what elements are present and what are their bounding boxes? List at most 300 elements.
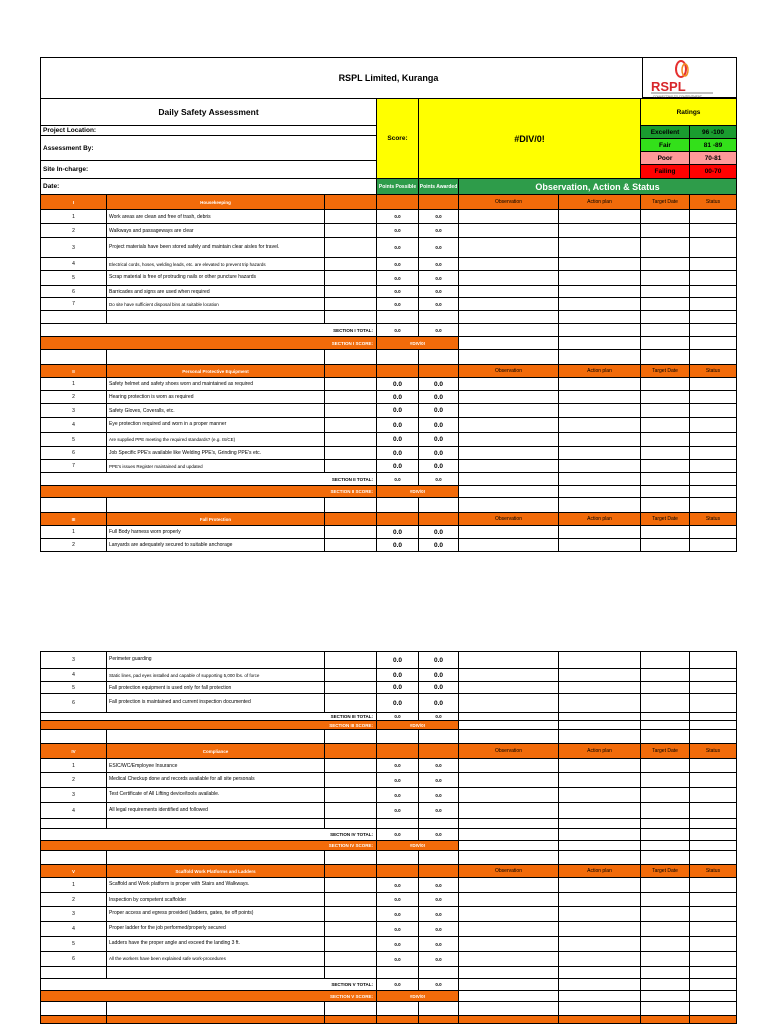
observation-cell[interactable] <box>458 651 559 669</box>
points-awarded: 0.0 <box>418 877 459 893</box>
svg-text:RSPL: RSPL <box>651 79 686 94</box>
points-awarded: 0.0 <box>418 459 459 473</box>
head-cell <box>324 743 377 759</box>
target-date-cell[interactable] <box>640 257 690 271</box>
observation-cell[interactable] <box>458 802 559 819</box>
observation-cell[interactable] <box>458 758 559 773</box>
empty-cell <box>558 349 641 365</box>
empty-cell <box>558 310 641 324</box>
status-cell[interactable] <box>689 772 737 788</box>
target-date-cell[interactable] <box>640 525 690 539</box>
action-plan-cell[interactable] <box>558 297 641 311</box>
action-plan-cell[interactable] <box>558 693 641 713</box>
observation-cell[interactable] <box>458 446 559 460</box>
empty-cell <box>458 729 559 744</box>
points-possible: 0.0 <box>376 681 419 694</box>
target-date-cell[interactable] <box>640 377 690 391</box>
next-section-head <box>458 1015 559 1024</box>
item-description: ESIC/WC/Employee Insurance <box>106 758 325 773</box>
points-awarded: 0.0 <box>418 651 459 669</box>
status-cell[interactable] <box>689 417 737 433</box>
empty-cell <box>458 310 559 324</box>
target-date-cell[interactable] <box>640 936 690 952</box>
points-awarded: 0.0 <box>418 417 459 433</box>
observation-cell[interactable] <box>458 417 559 433</box>
status-head: Status <box>689 864 737 878</box>
empty-cell <box>689 349 737 365</box>
target-date-cell[interactable] <box>640 432 690 447</box>
points-possible: 0.0 <box>376 459 419 473</box>
action-plan-cell[interactable] <box>558 390 641 404</box>
target-date-cell[interactable] <box>640 446 690 460</box>
empty-cell <box>40 729 107 744</box>
head-cell <box>376 512 419 526</box>
observation-cell[interactable] <box>458 772 559 788</box>
item-blank <box>324 758 377 773</box>
rating-label: Fair <box>640 138 690 152</box>
rating-label: Poor <box>640 151 690 165</box>
empty-cell <box>640 1001 690 1016</box>
status-cell[interactable] <box>689 432 737 447</box>
action-plan-cell[interactable] <box>558 446 641 460</box>
item-blank <box>324 270 377 286</box>
observation-head: Observation <box>458 512 559 526</box>
section-total-label: SECTION I TOTAL: <box>40 323 377 337</box>
target-date-cell[interactable] <box>640 223 690 238</box>
status-cell[interactable] <box>689 257 737 271</box>
next-section-head <box>418 1015 459 1024</box>
item-description: All legal requirements identified and followed <box>106 802 325 819</box>
next-section-head <box>640 1015 690 1024</box>
observation-cell[interactable] <box>458 223 559 238</box>
item-blank <box>324 802 377 819</box>
item-blank <box>324 936 377 952</box>
status-cell[interactable] <box>689 390 737 404</box>
item-number: 1 <box>40 877 107 893</box>
empty-cell <box>106 349 325 365</box>
observation-cell[interactable] <box>458 377 559 391</box>
target-date-cell[interactable] <box>640 538 690 552</box>
status-cell[interactable] <box>689 877 737 893</box>
target-date-cell[interactable] <box>640 403 690 418</box>
points-awarded: 0.0 <box>418 951 459 967</box>
item-number: 2 <box>40 892 107 907</box>
points-possible: 0.0 <box>376 390 419 404</box>
status-cell[interactable] <box>689 525 737 539</box>
action-plan-cell[interactable] <box>558 538 641 552</box>
item-description: Proper access and egress provided (ladders, gates, tie off points) <box>106 906 325 922</box>
section-number: II <box>40 364 107 378</box>
points-possible: 0.0 <box>376 651 419 669</box>
section-title: Fall Protection <box>106 512 325 526</box>
target-date-cell[interactable] <box>640 906 690 922</box>
empty-cell <box>376 729 419 744</box>
target-date-cell[interactable] <box>640 951 690 967</box>
empty-cell <box>689 850 737 865</box>
target-date-cell[interactable] <box>640 651 690 669</box>
points-awarded: 0.0 <box>418 285 459 298</box>
item-number: 5 <box>40 681 107 694</box>
action-plan-head: Action plan <box>558 364 641 378</box>
action-plan-cell[interactable] <box>558 906 641 922</box>
status-cell[interactable] <box>689 446 737 460</box>
rating-range: 70-81 <box>689 151 737 165</box>
status-cell[interactable] <box>689 538 737 552</box>
action-plan-cell[interactable] <box>558 877 641 893</box>
action-plan-cell[interactable] <box>558 270 641 286</box>
target-date-cell[interactable] <box>640 772 690 788</box>
points-awarded: 0.0 <box>418 906 459 922</box>
observation-cell[interactable] <box>458 459 559 473</box>
observation-cell[interactable] <box>458 432 559 447</box>
observation-cell[interactable] <box>458 951 559 967</box>
target-date-cell[interactable] <box>640 459 690 473</box>
score-value: #DIV/0! <box>418 98 641 179</box>
head-cell <box>376 364 419 378</box>
status-cell[interactable] <box>689 209 737 224</box>
empty-cell <box>558 323 641 337</box>
observation-cell[interactable] <box>458 257 559 271</box>
score-label: Score: <box>376 98 419 179</box>
status-head: Status <box>689 194 737 210</box>
status-cell[interactable] <box>689 297 737 311</box>
empty-cell <box>324 729 377 744</box>
item-description: Work areas are clean and free of trash, debris <box>106 209 325 224</box>
target-date-cell[interactable] <box>640 417 690 433</box>
points-possible-head: Points Possible <box>376 178 419 195</box>
points-possible: 0.0 <box>376 772 419 788</box>
field-label: Project Location: <box>40 125 377 136</box>
status-cell[interactable] <box>689 237 737 258</box>
observation-cell[interactable] <box>458 906 559 922</box>
item-number: 4 <box>40 668 107 682</box>
target-date-head: Target Date <box>640 512 690 526</box>
status-cell[interactable] <box>689 951 737 967</box>
empty-cell <box>640 729 690 744</box>
action-plan-cell[interactable] <box>558 951 641 967</box>
rating-range: 00-70 <box>689 164 737 179</box>
item-number: 7 <box>40 459 107 473</box>
points-awarded: 0.0 <box>418 693 459 713</box>
item-blank <box>324 921 377 937</box>
empty-cell <box>558 472 641 486</box>
observation-cell[interactable] <box>458 403 559 418</box>
section-number: I <box>40 194 107 210</box>
next-section-head <box>558 1015 641 1024</box>
action-plan-cell[interactable] <box>558 237 641 258</box>
item-description: Fall protection is maintained and current inspection documented <box>106 693 325 713</box>
empty-cell <box>558 497 641 513</box>
item-description: Static lines, pad eyes installed and capable of supporting 5,000 lbs. of force <box>106 668 325 682</box>
empty-cell <box>418 850 459 865</box>
status-cell[interactable] <box>689 936 737 952</box>
status-cell[interactable] <box>689 921 737 937</box>
rating-label: Failing <box>640 164 690 179</box>
target-date-cell[interactable] <box>640 237 690 258</box>
points-possible: 0.0 <box>376 237 419 258</box>
points-possible: 0.0 <box>376 432 419 447</box>
points-awarded: 0.0 <box>418 377 459 391</box>
observation-cell[interactable] <box>458 538 559 552</box>
empty-cell <box>324 349 377 365</box>
action-plan-cell[interactable] <box>558 257 641 271</box>
points-possible: 0.0 <box>376 892 419 907</box>
item-description: Electrical cords, hoses, welding leads, etc. are elevated to prevent trip hazards <box>106 257 325 271</box>
empty-cell <box>458 349 559 365</box>
empty-cell <box>376 349 419 365</box>
section-total-awarded: 0.0 <box>418 472 459 486</box>
points-awarded: 0.0 <box>418 390 459 404</box>
observation-cell[interactable] <box>458 390 559 404</box>
observation-cell[interactable] <box>458 209 559 224</box>
empty-cell <box>689 336 737 350</box>
observation-cell[interactable] <box>458 892 559 907</box>
empty-cell <box>106 729 325 744</box>
empty-cell <box>106 850 325 865</box>
item-blank <box>324 390 377 404</box>
action-plan-cell[interactable] <box>558 417 641 433</box>
head-cell <box>418 864 459 878</box>
empty-cell <box>40 497 107 513</box>
observation-head: Observation <box>458 364 559 378</box>
item-description: Project materials have been stored safely and maintain clear aisles for travel. <box>106 237 325 258</box>
item-blank <box>324 446 377 460</box>
action-plan-cell[interactable] <box>558 223 641 238</box>
empty-cell <box>689 729 737 744</box>
points-possible: 0.0 <box>376 417 419 433</box>
head-cell <box>376 194 419 210</box>
status-cell[interactable] <box>689 459 737 473</box>
status-cell[interactable] <box>689 270 737 286</box>
action-plan-cell[interactable] <box>558 936 641 952</box>
status-head: Status <box>689 743 737 759</box>
company-title: RSPL Limited, Kuranga <box>40 57 737 99</box>
field-label: Assessment By: <box>40 135 377 161</box>
empty-cell <box>640 472 690 486</box>
target-date-cell[interactable] <box>640 693 690 713</box>
empty-cell <box>640 850 690 865</box>
status-head: Status <box>689 512 737 526</box>
action-plan-cell[interactable] <box>558 459 641 473</box>
section-score-value: #DIV/0! <box>376 720 459 730</box>
empty-cell <box>418 310 459 324</box>
points-awarded: 0.0 <box>418 525 459 539</box>
points-awarded: 0.0 <box>418 681 459 694</box>
field-label: Date: <box>40 178 377 195</box>
section-total-awarded: 0.0 <box>418 323 459 337</box>
status-cell[interactable] <box>689 668 737 682</box>
item-description: Proper ladder for the job performed/properly secured <box>106 921 325 937</box>
action-plan-cell[interactable] <box>558 668 641 682</box>
item-number: 3 <box>40 651 107 669</box>
observation-cell[interactable] <box>458 270 559 286</box>
head-cell <box>418 364 459 378</box>
field-label: Site In-charge: <box>40 160 377 179</box>
observation-cell[interactable] <box>458 525 559 539</box>
item-description: Walkways and passageways are clear <box>106 223 325 238</box>
item-number: 4 <box>40 921 107 937</box>
status-cell[interactable] <box>689 906 737 922</box>
action-plan-cell[interactable] <box>558 892 641 907</box>
empty-cell <box>640 336 690 350</box>
observation-cell[interactable] <box>458 921 559 937</box>
item-description: Full Body harness worn properly <box>106 525 325 539</box>
item-description: Hearing protection is worn as required <box>106 390 325 404</box>
points-possible: 0.0 <box>376 921 419 937</box>
action-plan-cell[interactable] <box>558 525 641 539</box>
item-blank <box>324 237 377 258</box>
observation-cell[interactable] <box>458 787 559 803</box>
points-awarded: 0.0 <box>418 270 459 286</box>
section-score-value: #DIV/0! <box>376 840 459 851</box>
item-description: Inspection by competent scaffolder <box>106 892 325 907</box>
empty-cell <box>324 1001 377 1016</box>
observation-cell[interactable] <box>458 936 559 952</box>
section-title: Housekeeping <box>106 194 325 210</box>
head-cell <box>418 512 459 526</box>
points-possible: 0.0 <box>376 525 419 539</box>
observation-cell[interactable] <box>458 297 559 311</box>
target-date-cell[interactable] <box>640 921 690 937</box>
section-title: Scaffold Work Platforms and Ladders <box>106 864 325 878</box>
target-date-cell[interactable] <box>640 297 690 311</box>
empty-cell <box>458 1001 559 1016</box>
section-total-possible: 0.0 <box>376 828 419 841</box>
item-number: 2 <box>40 538 107 552</box>
item-description: Test Certificate of All Lifting device/tools available. <box>106 787 325 803</box>
points-awarded: 0.0 <box>418 787 459 803</box>
item-description: Lanyards are adequately secured to suitable anchorage <box>106 538 325 552</box>
points-possible: 0.0 <box>376 951 419 967</box>
empty-cell <box>376 850 419 865</box>
target-date-cell[interactable] <box>640 668 690 682</box>
action-plan-head: Action plan <box>558 743 641 759</box>
empty-cell <box>640 310 690 324</box>
status-cell[interactable] <box>689 693 737 713</box>
item-number: 5 <box>40 432 107 447</box>
item-blank <box>324 377 377 391</box>
section-total-possible: 0.0 <box>376 978 419 991</box>
status-cell[interactable] <box>689 892 737 907</box>
item-number: 2 <box>40 772 107 788</box>
empty-cell <box>418 1001 459 1016</box>
observation-cell[interactable] <box>458 693 559 713</box>
points-awarded: 0.0 <box>418 538 459 552</box>
item-description: Fall protection equipment is used only for fall protection <box>106 681 325 694</box>
target-date-cell[interactable] <box>640 390 690 404</box>
action-plan-cell[interactable] <box>558 802 641 819</box>
action-plan-cell[interactable] <box>558 921 641 937</box>
target-date-cell[interactable] <box>640 270 690 286</box>
target-date-head: Target Date <box>640 864 690 878</box>
empty-cell <box>558 1001 641 1016</box>
empty-cell <box>40 850 107 865</box>
target-date-head: Target Date <box>640 364 690 378</box>
status-cell[interactable] <box>689 758 737 773</box>
target-date-cell[interactable] <box>640 892 690 907</box>
empty-cell <box>558 850 641 865</box>
item-number: 1 <box>40 525 107 539</box>
item-description: Barricades and signs are used when required <box>106 285 325 298</box>
points-possible: 0.0 <box>376 802 419 819</box>
item-number: 6 <box>40 446 107 460</box>
empty-cell <box>418 349 459 365</box>
status-cell[interactable] <box>689 802 737 819</box>
target-date-cell[interactable] <box>640 802 690 819</box>
status-cell[interactable] <box>689 403 737 418</box>
empty-cell <box>40 1001 107 1016</box>
rspl-logo <box>642 57 737 98</box>
item-number: 4 <box>40 802 107 819</box>
action-plan-cell[interactable] <box>558 651 641 669</box>
item-description: Eye protection required and worn in a proper manner <box>106 417 325 433</box>
status-cell[interactable] <box>689 651 737 669</box>
item-description: Do site have sufficient disposal bins at suitable location <box>106 297 325 311</box>
action-plan-cell[interactable] <box>558 209 641 224</box>
item-blank <box>324 403 377 418</box>
section-total-label: SECTION III TOTAL: <box>40 712 377 721</box>
target-date-cell[interactable] <box>640 787 690 803</box>
item-description: Perimeter guarding <box>106 651 325 669</box>
status-cell[interactable] <box>689 223 737 238</box>
target-date-cell[interactable] <box>640 758 690 773</box>
action-plan-cell[interactable] <box>558 772 641 788</box>
observation-cell[interactable] <box>458 237 559 258</box>
empty-cell <box>689 1001 737 1016</box>
empty-cell <box>376 1001 419 1016</box>
item-number: 1 <box>40 377 107 391</box>
section-total-possible: 0.0 <box>376 712 419 721</box>
target-date-cell[interactable] <box>640 209 690 224</box>
action-plan-cell[interactable] <box>558 787 641 803</box>
observation-head: Observation <box>458 194 559 210</box>
item-description: Job Specific PPE's available like Welding PPE's, Grinding PPE's etc. <box>106 446 325 460</box>
points-awarded: 0.0 <box>418 921 459 937</box>
head-cell <box>418 194 459 210</box>
section-score-value: #DIV/0! <box>376 485 459 498</box>
empty-cell <box>106 1001 325 1016</box>
item-blank <box>324 651 377 669</box>
points-possible: 0.0 <box>376 787 419 803</box>
item-blank <box>324 525 377 539</box>
item-number: 1 <box>40 758 107 773</box>
points-possible: 0.0 <box>376 297 419 311</box>
section-total-label: SECTION II TOTAL: <box>40 472 377 486</box>
action-plan-cell[interactable] <box>558 377 641 391</box>
action-plan-cell[interactable] <box>558 432 641 447</box>
empty-cell <box>558 336 641 350</box>
head-cell <box>418 743 459 759</box>
empty-cell <box>324 497 377 513</box>
action-plan-cell[interactable] <box>558 403 641 418</box>
points-awarded: 0.0 <box>418 403 459 418</box>
action-plan-cell[interactable] <box>558 758 641 773</box>
observation-cell[interactable] <box>458 668 559 682</box>
status-cell[interactable] <box>689 787 737 803</box>
target-date-cell[interactable] <box>640 877 690 893</box>
status-cell[interactable] <box>689 377 737 391</box>
points-awarded: 0.0 <box>418 802 459 819</box>
item-number: 4 <box>40 257 107 271</box>
observation-cell[interactable] <box>458 877 559 893</box>
section-score-label: SECTION I SCORE: <box>40 336 377 350</box>
empty-cell <box>689 497 737 513</box>
empty-cell <box>689 472 737 486</box>
item-blank <box>324 538 377 552</box>
item-number: 3 <box>40 787 107 803</box>
empty-cell <box>458 336 559 350</box>
empty-cell <box>558 729 641 744</box>
